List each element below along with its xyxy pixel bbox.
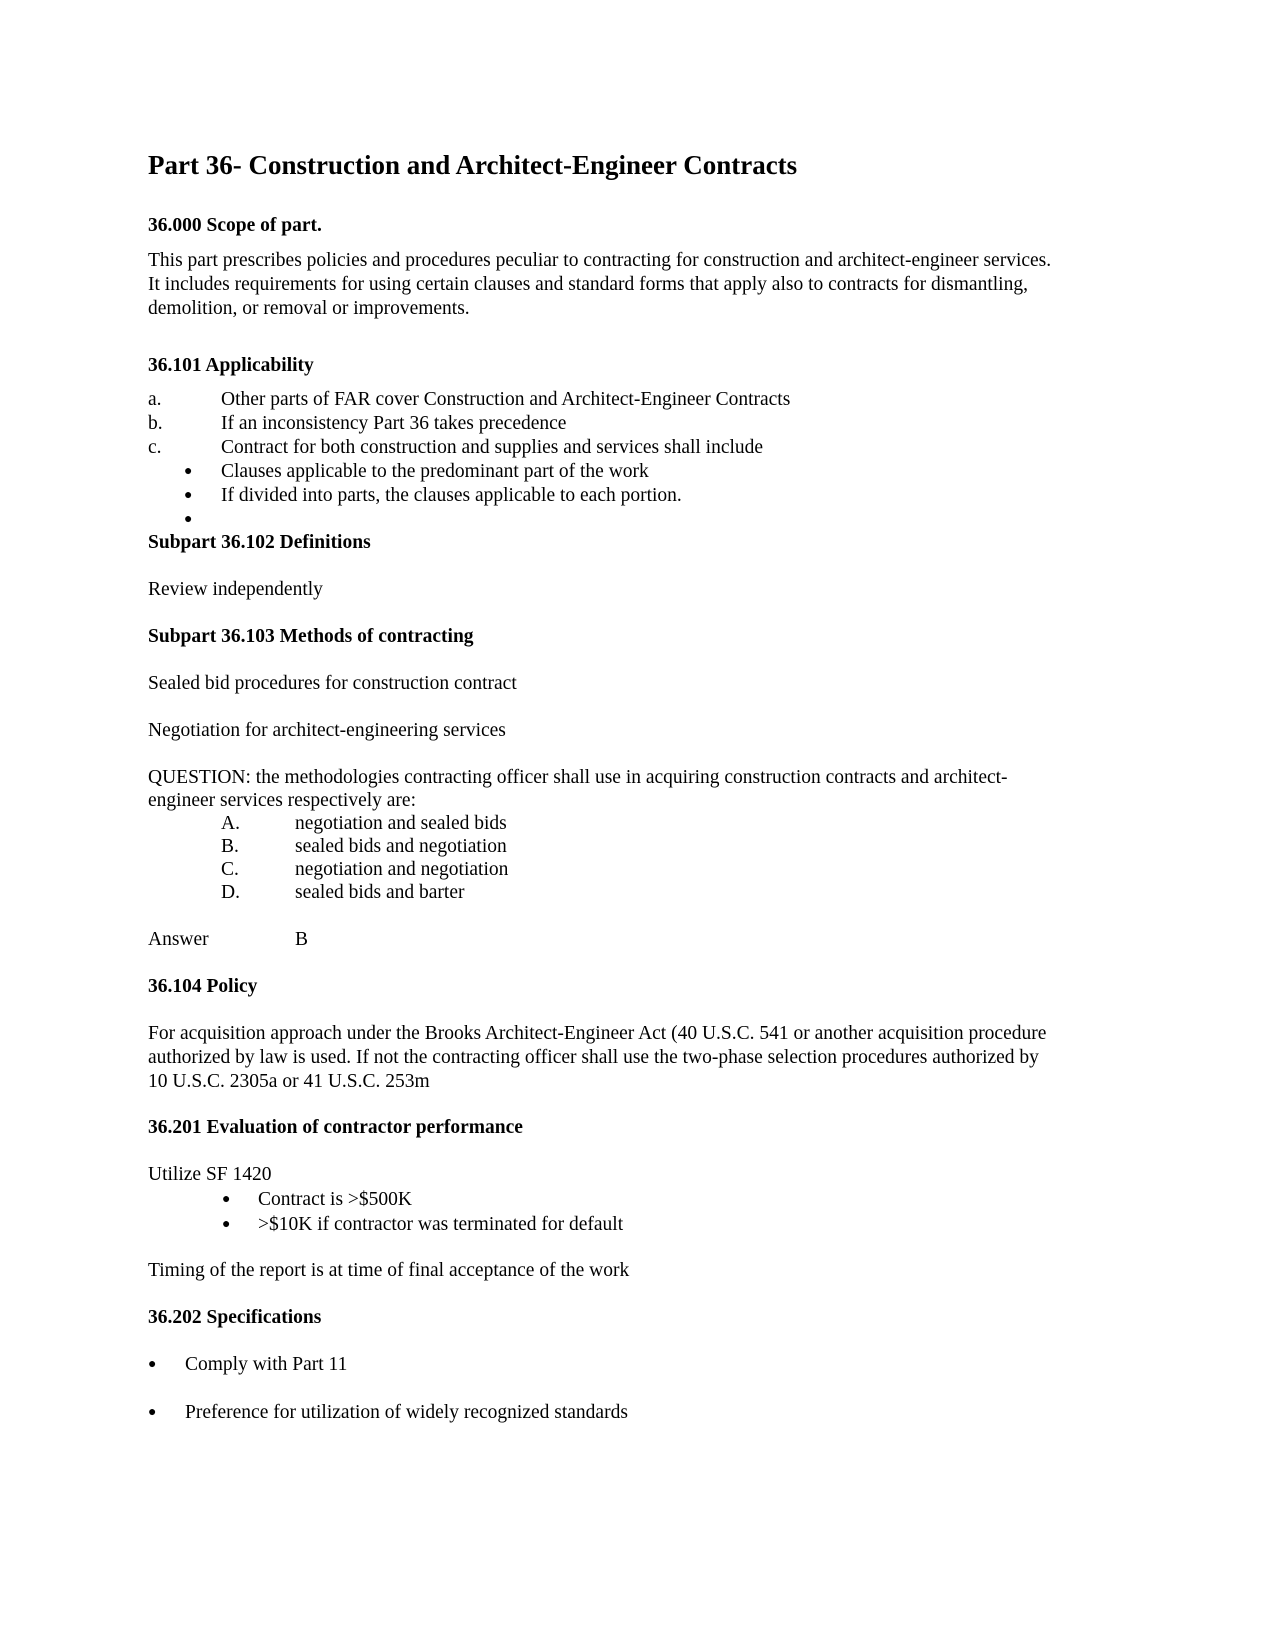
bullet-icon: ●	[222, 1217, 231, 1232]
section-heading-applicability: 36.101 Applicability	[148, 355, 314, 376]
bullet-icon: ●	[184, 512, 193, 527]
policy-text-line: For acquisition approach under the Brooks Architect-Engineer Act (40 U.S.C. 541 or another acquisition procedure	[148, 1023, 1047, 1044]
bullet-icon: ●	[148, 1357, 157, 1372]
option-letter: B.	[221, 836, 239, 857]
bullet-icon: ●	[222, 1192, 231, 1207]
option-text: negotiation and negotiation	[295, 859, 509, 880]
option-text: negotiation and sealed bids	[295, 813, 507, 834]
methods-text: Sealed bid procedures for construction contract	[148, 673, 517, 694]
policy-text-line: 10 U.S.C. 2305a or 41 U.S.C. 253m	[148, 1071, 430, 1092]
scope-text-line: This part prescribes policies and procedures peculiar to contracting for construction and architect-engineer services.	[148, 250, 1052, 271]
list-marker: c.	[148, 437, 162, 458]
policy-text-line: authorized by law is used. If not the contracting officer shall use the two-phase selection procedures authorized by	[148, 1047, 1039, 1068]
list-item-text: Other parts of FAR cover Construction and Architect-Engineer Contracts	[221, 389, 791, 410]
section-heading-specifications: 36.202 Specifications	[148, 1307, 322, 1328]
methods-text: Negotiation for architect-engineering services	[148, 720, 506, 741]
option-letter: A.	[221, 813, 240, 834]
section-heading-definitions: Subpart 36.102 Definitions	[148, 532, 371, 553]
bullet-item-text: Comply with Part 11	[185, 1354, 348, 1375]
bullet-icon: ●	[148, 1405, 157, 1420]
list-item-text: If an inconsistency Part 36 takes precedence	[221, 413, 567, 434]
bullet-icon: ●	[184, 464, 193, 479]
evaluation-intro: Utilize SF 1420	[148, 1164, 272, 1185]
definitions-text: Review independently	[148, 579, 323, 600]
option-text: sealed bids and barter	[295, 882, 465, 903]
page-title: Part 36- Construction and Architect-Engineer Contracts	[148, 150, 798, 180]
bullet-item-text: Clauses applicable to the predominant part of the work	[221, 461, 649, 482]
scope-text-line: demolition, or removal or improvements.	[148, 298, 470, 319]
answer-value: B	[295, 929, 309, 950]
scope-text-line: It includes requirements for using certain clauses and standard forms that apply also to contracts for dismantling,	[148, 274, 1028, 295]
answer-label: Answer	[148, 929, 209, 950]
section-heading-scope: 36.000 Scope of part.	[148, 215, 322, 236]
section-heading-methods: Subpart 36.103 Methods of contracting	[148, 626, 474, 647]
bullet-item-text: Preference for utilization of widely recognized standards	[185, 1402, 628, 1423]
bullet-item-text: Contract is >$500K	[258, 1189, 412, 1210]
question-text: engineer services respectively are:	[148, 790, 416, 811]
list-item-text: Contract for both construction and supplies and services shall include	[221, 437, 764, 458]
bullet-icon: ●	[184, 488, 193, 503]
option-text: sealed bids and negotiation	[295, 836, 507, 857]
option-letter: C.	[221, 859, 239, 880]
question-text: QUESTION: the methodologies contracting officer shall use in acquiring construction contracts and architect-	[148, 767, 1008, 788]
option-letter: D.	[221, 882, 240, 903]
bullet-item-text: >$10K if contractor was terminated for default	[258, 1214, 624, 1235]
list-marker: a.	[148, 389, 162, 410]
list-marker: b.	[148, 413, 163, 434]
section-heading-policy: 36.104 Policy	[148, 976, 258, 997]
evaluation-timing: Timing of the report is at time of final acceptance of the work	[148, 1260, 630, 1281]
section-heading-evaluation: 36.201 Evaluation of contractor performance	[148, 1117, 523, 1138]
bullet-item-text: If divided into parts, the clauses applicable to each portion.	[221, 485, 682, 506]
